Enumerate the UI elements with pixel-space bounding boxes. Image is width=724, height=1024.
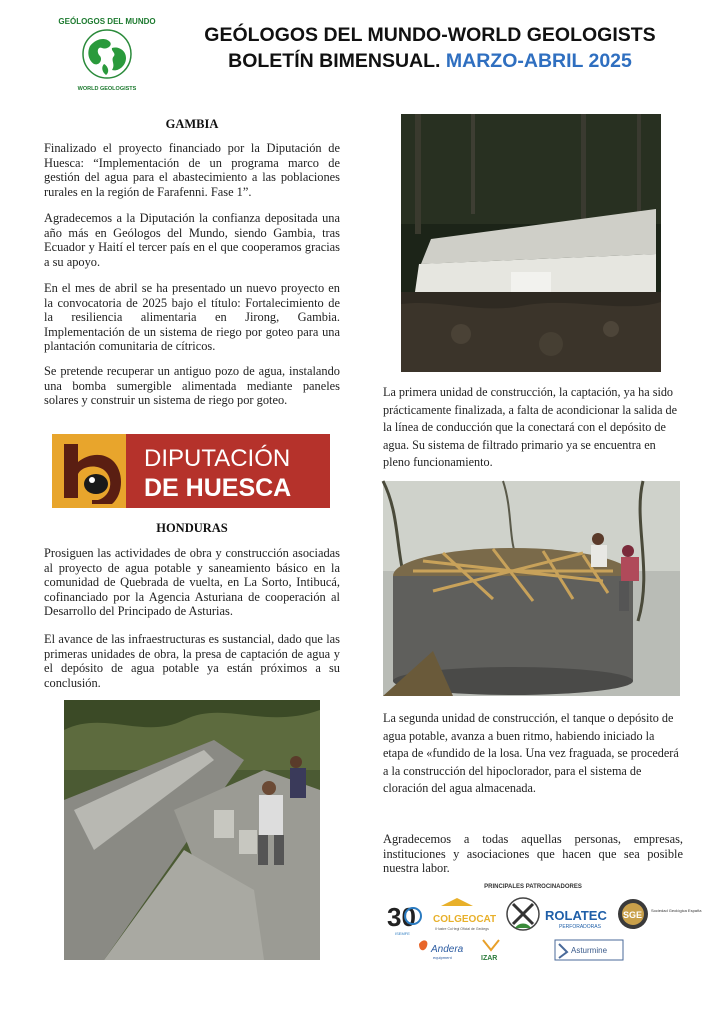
sponsor-sge-name: SGE bbox=[623, 910, 643, 920]
diputacion-huesca-logo bbox=[52, 434, 330, 508]
crossed-hammers-icon bbox=[507, 898, 539, 930]
sponsor-colgeocat-name: COLGEOCAT bbox=[433, 914, 497, 925]
water-tank-photo bbox=[383, 481, 680, 696]
sponsor-colgeocat-logo bbox=[433, 898, 496, 931]
sponsor-30-logo bbox=[387, 902, 421, 936]
title-line-1: GEÓLOGOS DEL MUNDO-WORLD GEOLOGISTS bbox=[204, 24, 656, 46]
title-period: MARZO-ABRIL 2025 bbox=[445, 50, 632, 72]
honduras-paragraph-1: Prosiguen las actividades de obra y construcción asociadas al proyecto de agua potable y saneamiento básico en la comunidad de Quebrada de vuelta, en La Sorto, Intibucá, cofinanciado por la Agencia Asturiana de cooperación al Desarrollo del Principado de Asturias. bbox=[44, 546, 340, 619]
honduras-paragraph-2: El avance de las infraestructuras es sustancial, dado que las primeras unidades de obra, la presa de captación de agua y el depósito de agua potable ya están próximos a su conclusión. bbox=[44, 632, 340, 690]
gambia-paragraph-4: Se pretende recuperar un antiguo pozo de agua, instalando una bomba sumergible alimentada mediante paneles solares y construir un sistema de riego por goteo. bbox=[44, 364, 340, 408]
gambia-paragraph-2: Agradecemos a la Diputación la confianza depositada una año más en Geólogos del Mundo, siendo Gambia, tras Ecuador y Haití el tercer país en el que cooperamos gracias a su apoyo. bbox=[44, 211, 340, 269]
diputacion-line-2: DE HUESCA bbox=[144, 474, 292, 502]
sponsor-andera-logo bbox=[419, 940, 464, 960]
title-line-2 bbox=[170, 48, 690, 74]
diputacion-line-1: DIPUTACIÓN bbox=[144, 445, 291, 472]
sponsors-title: PRINCIPALES PATROCINADORES bbox=[484, 884, 582, 890]
captation-caption: La primera unidad de construcción, la captación, ya ha sido prácticamente finalizada, a falta de acondicionar la salida de la línea de conducción que la conectará con el depósito de agua. Su sistema de filtrado primario ya se encuentra en pleno funcionamiento. bbox=[383, 385, 678, 470]
newsletter-title bbox=[170, 22, 690, 74]
captation-photo bbox=[401, 114, 661, 372]
sponsor-30-sub: ISEMFE bbox=[395, 931, 410, 936]
sponsor-asturmine-logo bbox=[555, 940, 623, 960]
sponsor-rolatec-sub: PERFORADORAS bbox=[559, 924, 601, 930]
dam-construction-photo bbox=[64, 700, 320, 960]
sponsor-colgeocat-sub: Il·lustre Col·legi Oficial de Geòlegs bbox=[435, 927, 489, 931]
sponsor-rolatec-logo bbox=[545, 908, 607, 930]
logo-top-text: GEÓLOGOS DEL MUNDO bbox=[58, 17, 156, 26]
thanks-paragraph: Agradecemos a todas aquellas personas, empresas, instituciones y asociaciones que hacen que sea posible nuestra labor. bbox=[383, 832, 683, 876]
logo-bottom-text: WORLD GEOLOGISTS bbox=[77, 86, 137, 92]
sponsor-andera-name: Andera bbox=[431, 944, 464, 955]
honduras-heading: HONDURAS bbox=[156, 521, 228, 535]
sponsor-izar-name: IZAR bbox=[481, 955, 498, 962]
gambia-paragraph-3: En el mes de abril se ha presentado un nuevo proyecto en la convocatoria de 2025 bajo el título: Fortalecimiento de la resiliencia alimentaria en Jirong, Gambia. Implementación de un sistema de riego por goteo para una plantación comunitaria de cítricos. bbox=[44, 281, 340, 354]
sponsor-30-number: 30 bbox=[387, 902, 416, 932]
sponsor-sge-sub: Sociedad Geológica España bbox=[651, 908, 702, 913]
tank-caption: La segunda unidad de construcción, el tanque o depósito de agua potable, avanza a buen ritmo, habiendo iniciado la etapa de «fundido de la losa. Una vez fraguada, se procederá a la construcción del hipoclorador, para el sistema de cloración del agua almacenada. bbox=[383, 711, 679, 796]
sponsor-izar-logo bbox=[481, 940, 499, 962]
geologos-del-mundo-logo bbox=[58, 12, 156, 94]
gambia-paragraph-1: Finalizado el proyecto financiado por la Diputación de Huesca: “Implementación de un programa marco de gestión del agua para el abastecimiento a las poblaciones rurales en la región de Farafenni. Fase 1”. bbox=[44, 141, 340, 199]
sponsor-asturmine-name: Asturmine bbox=[571, 946, 608, 955]
sponsor-sge-logo bbox=[618, 899, 702, 929]
sponsors-block bbox=[383, 884, 702, 970]
sponsor-rolatec-name: ROLATEC bbox=[545, 908, 607, 923]
sponsor-andera-sub: equipment bbox=[433, 955, 452, 960]
gambia-heading: GAMBIA bbox=[165, 117, 219, 131]
title-bulletin: BOLETÍN BIMENSUAL. bbox=[228, 50, 441, 72]
